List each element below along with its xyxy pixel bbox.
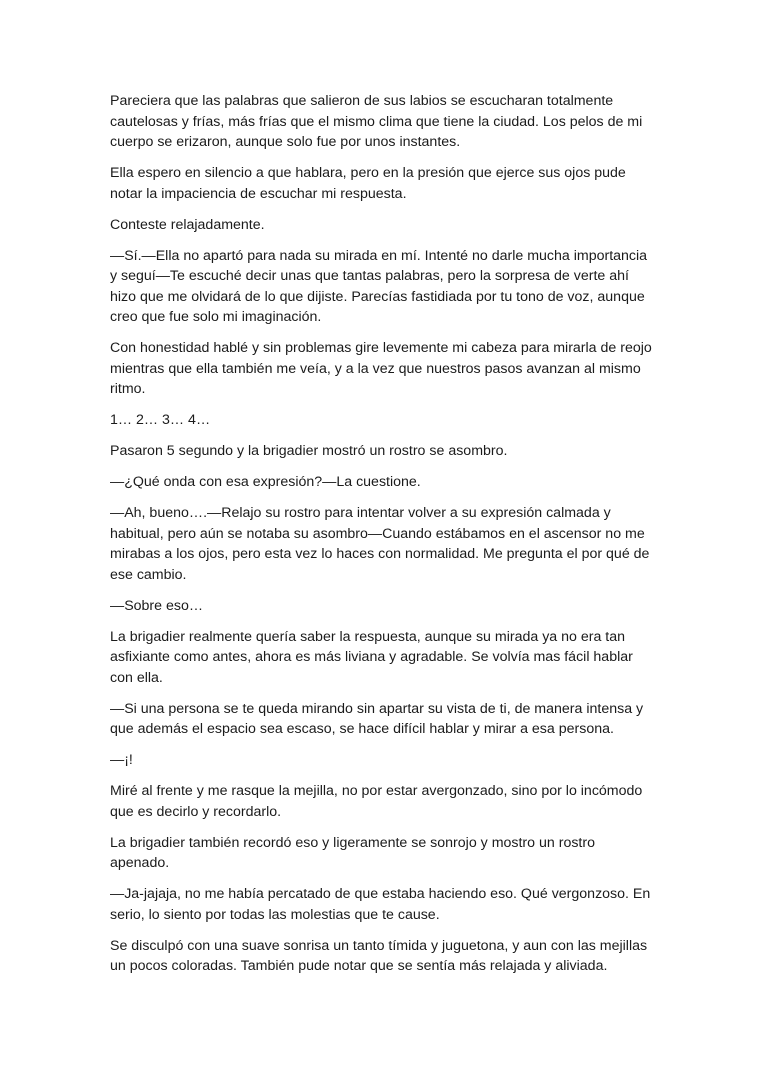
paragraph: —Si una persona se te queda mirando sin apartar su vista de ti, de manera intensa y que además el espacio sea escaso, se hace difícil hablar y mirar a esa persona.: [110, 700, 644, 737]
paragraph: —¡!: [110, 752, 133, 768]
paragraph: La brigadier también recordó eso y ligeramente se sonrojo y mostro un rostro apenado.: [110, 834, 595, 871]
document-body: [110, 91, 655, 987]
paragraph: —Ja-jajaja, no me había percatado de que estaba haciendo eso. Qué vergonzoso. En serio, lo siento por todas las molestias que te cause.: [110, 886, 651, 923]
paragraph: Conteste relajadamente.: [110, 216, 265, 233]
paragraph: Ella espero en silencio a que hablara, pero en la presión que ejerce sus ojos pude notar la impaciencia de escuchar mi respuesta.: [110, 165, 626, 202]
paragraph: —Sí.—Ella no apartó para nada su mirada en mí. Intenté no darle mucha importancia y seguí—Te escuché decir unas que tantas palabras, pero la sorpresa de verte ahí hizo que me olvidará de lo que dijiste. Parecías fastidiada por tu tono de voz, aunque creo que fue solo mi imaginación.: [110, 247, 648, 325]
paragraph: La brigadier realmente quería saber la respuesta, aunque su mirada ya no era tan asfixiante como antes, ahora es más liviana y agradable. Se volvía mas fácil hablar con ella.: [110, 628, 633, 686]
paragraph: —Ah, bueno….—Relajo su rostro para intentar volver a su expresión calmada y habitual, pero aún se notaba su asombro—Cuando estábamos en el ascensor no me mirabas a los ojos, pero esta vez lo haces con normalidad. Me pregunta el por qué de ese cambio.: [110, 505, 650, 583]
paragraph: Se disculpó con una suave sonrisa un tanto tímida y juguetona, y aun con las mejillas un pocos coloradas. También pude notar que se sentía más relajada y aliviada.: [110, 937, 648, 974]
paragraph: Con honestidad hablé y sin problemas gire levemente mi cabeza para mirarla de reojo mientras que ella también me veía, y a la vez que nuestros pasos avanzan al mismo ritmo.: [110, 340, 652, 397]
paragraph: Pasaron 5 segundo y la brigadier mostró un rostro se asombro.: [110, 443, 508, 459]
paragraph: —Sobre eso…: [110, 597, 204, 614]
paragraph: Pareciera que las palabras que salieron de sus labios se escucharan totalmente cautelosas y frías, más frías que el mismo clima que tiene la ciudad. Los pelos de mi cuerpo se erizaron, aunque solo fue por unos instantes.: [110, 93, 643, 150]
paragraph: —¿Qué onda con esa expresión?—La cuestione.: [110, 474, 421, 490]
paragraph: 1… 2… 3… 4…: [110, 412, 211, 428]
paragraph: Miré al frente y me rasque la mejilla, no por estar avergonzado, sino por lo incómodo que es decirlo y recordarlo.: [110, 783, 643, 820]
